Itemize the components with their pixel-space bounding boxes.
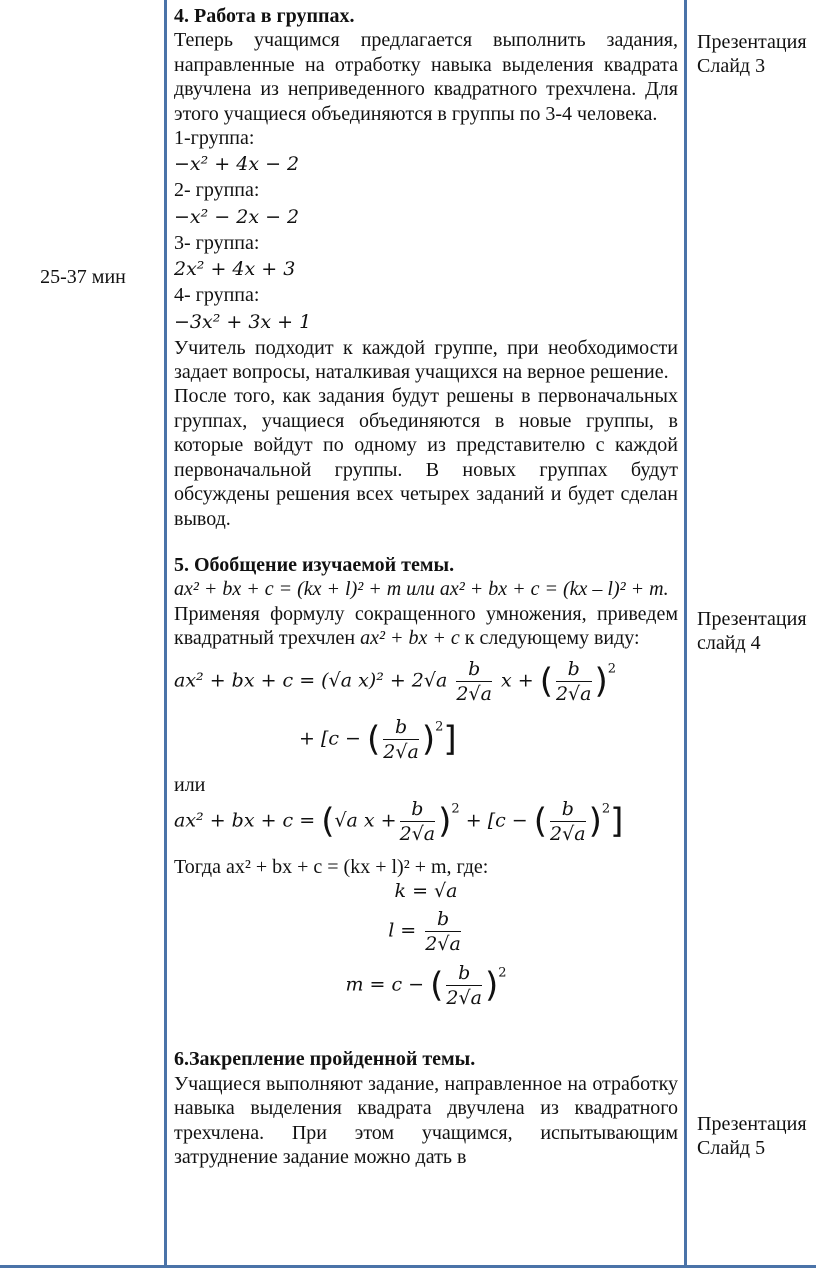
resource-slide-5 — [697, 1112, 815, 1160]
group-label: 1-группа: — [174, 127, 255, 150]
right-paren: ) — [438, 801, 452, 842]
or-word: или — [174, 773, 206, 796]
table-border-right-column — [684, 0, 687, 1268]
fraction-denominator: 2√a — [550, 822, 586, 845]
group-label: 4- группа: — [174, 284, 260, 307]
exponent: 2 — [601, 801, 611, 817]
k-equation: k = √a — [394, 880, 458, 903]
equation-1-line1 — [174, 657, 678, 715]
fraction-numerator: b — [456, 657, 492, 682]
formula-line: ax² + bx + c = (kx + l)² + m или ax² + bx + c = (kx – l)² + m. — [174, 578, 669, 601]
eq2-bracket-fraction — [550, 797, 586, 846]
teacher-note: Учитель подходит к каждой группе, при необходимости задает вопросы, наталкивая учащихся на верное решение. — [174, 336, 678, 384]
right-bracket: ] — [443, 718, 457, 759]
eq1-line2-fraction — [383, 715, 419, 764]
l-lead: l = — [388, 919, 417, 942]
eq1-paren-fraction — [556, 657, 592, 706]
right-paren: ) — [594, 660, 608, 701]
eq1-fraction — [456, 657, 492, 706]
eq2-fraction — [400, 797, 436, 846]
fraction-denominator: 2√a — [555, 682, 592, 705]
right-paren: ) — [484, 965, 499, 1006]
m-lead: m = c − — [345, 973, 425, 996]
group-expression: −3x² + 3x + 1 — [174, 310, 312, 333]
section4-intro: Теперь учащимся предлагается выполнить задания, направленные на отработку навыка выделения квадрата двучлена из неприведенного квадратного трехчлена. Для этого учащиеся объединяются в группы по 3-4 человека. — [174, 29, 678, 125]
equation-1-line2 — [174, 715, 678, 773]
section4-heading: 4. Работа в группах. — [174, 5, 355, 27]
l-equation — [174, 907, 678, 961]
resource-slide-3 — [697, 30, 815, 78]
exponent: 2 — [498, 965, 507, 981]
resource-label: Презентация — [697, 1113, 807, 1135]
section6-text: Учащиеся выполняют задание, направленное на отработку навыка выделения квадрата двучлена из квадратного трехчлена. При этом учащимся, испытывающим затруднение задание можно дать в — [174, 1072, 678, 1168]
group-expression: −x² + 4x − 2 — [174, 153, 300, 176]
eq2-bracket: + [c − — [465, 809, 528, 832]
table-border-left-column — [164, 0, 167, 1268]
left-paren: ( — [533, 801, 548, 842]
exponent: 2 — [607, 661, 617, 677]
fraction-numerator: b — [446, 961, 482, 986]
table-border-bottom — [0, 1265, 816, 1268]
section5-heading: 5. Обобщение изучаемой темы. — [174, 553, 455, 576]
resource-slide: Слайд 5 — [697, 1137, 766, 1159]
then-text: Тогда ax² + bx + c = (kx + l)² + m, где: — [174, 855, 489, 878]
apply-text — [174, 602, 678, 651]
resource-label: Презентация — [697, 31, 807, 53]
exponent: 2 — [451, 801, 460, 817]
m-equation — [174, 961, 678, 1021]
group-label: 3- группа: — [174, 231, 260, 254]
resource-slide: Слайд 3 — [697, 55, 766, 77]
main-content — [174, 4, 678, 1169]
section6-heading: 6.Закрепление пройденной темы. — [174, 1048, 476, 1071]
m-fraction — [446, 961, 482, 1010]
fraction-numerator: b — [556, 657, 592, 682]
left-paren: ( — [539, 660, 553, 701]
eq2-inner: √a x + — [334, 809, 397, 832]
eq1-mid: x + — [500, 669, 534, 692]
eq2-left: ax² + bx + c = — [174, 809, 316, 832]
fraction-denominator: 2√a — [383, 740, 419, 763]
apply-expression: ax² + bx + c — [360, 627, 460, 650]
fraction-denominator: 2√a — [399, 822, 436, 845]
fraction-numerator: b — [550, 797, 586, 822]
resource-label: Презентация — [697, 608, 807, 630]
regroup-note: После того, как задания будут решены в первоначальных группах, учащиеся объединяются в новые группы, в которые войдут по одному из представителю с каждой первоначальной группы. В новых группах будут обсуждены решения всех четырех заданий и будет сделан вывод. — [174, 385, 678, 530]
exponent: 2 — [435, 719, 444, 735]
fraction-denominator: 2√a — [446, 987, 482, 1010]
group-expression: −x² − 2x − 2 — [174, 205, 300, 228]
fraction-numerator: b — [400, 797, 436, 822]
apply-text-part2: к следующему виду: — [464, 627, 640, 650]
group-label: 2- группа: — [174, 179, 260, 202]
fraction-denominator: 2√a — [425, 933, 461, 956]
eq1-line2-lead: + [c − — [299, 727, 361, 750]
left-paren: ( — [321, 801, 335, 842]
eq1-left: ax² + bx + c = (√a x)² + 2√a — [174, 669, 448, 692]
right-paren: ) — [421, 718, 436, 759]
resource-slide: слайд 4 — [697, 632, 761, 654]
l-fraction — [425, 907, 461, 956]
left-paren: ( — [367, 718, 381, 759]
left-paren: ( — [430, 965, 444, 1006]
group-expression: 2x² + 4x + 3 — [174, 258, 296, 281]
right-paren: ) — [588, 801, 602, 842]
duration-cell: 25-37 мин — [40, 266, 126, 288]
right-bracket: ] — [610, 801, 624, 842]
equation-2 — [174, 797, 678, 855]
fraction-denominator: 2√a — [456, 682, 492, 705]
fraction-numerator: b — [425, 907, 461, 932]
apply-text-part1: Применяя формулу сокращенного умножения, приведем квадратный трехчлен — [174, 602, 678, 650]
fraction-numerator: b — [383, 715, 419, 740]
resource-slide-4 — [697, 607, 815, 655]
